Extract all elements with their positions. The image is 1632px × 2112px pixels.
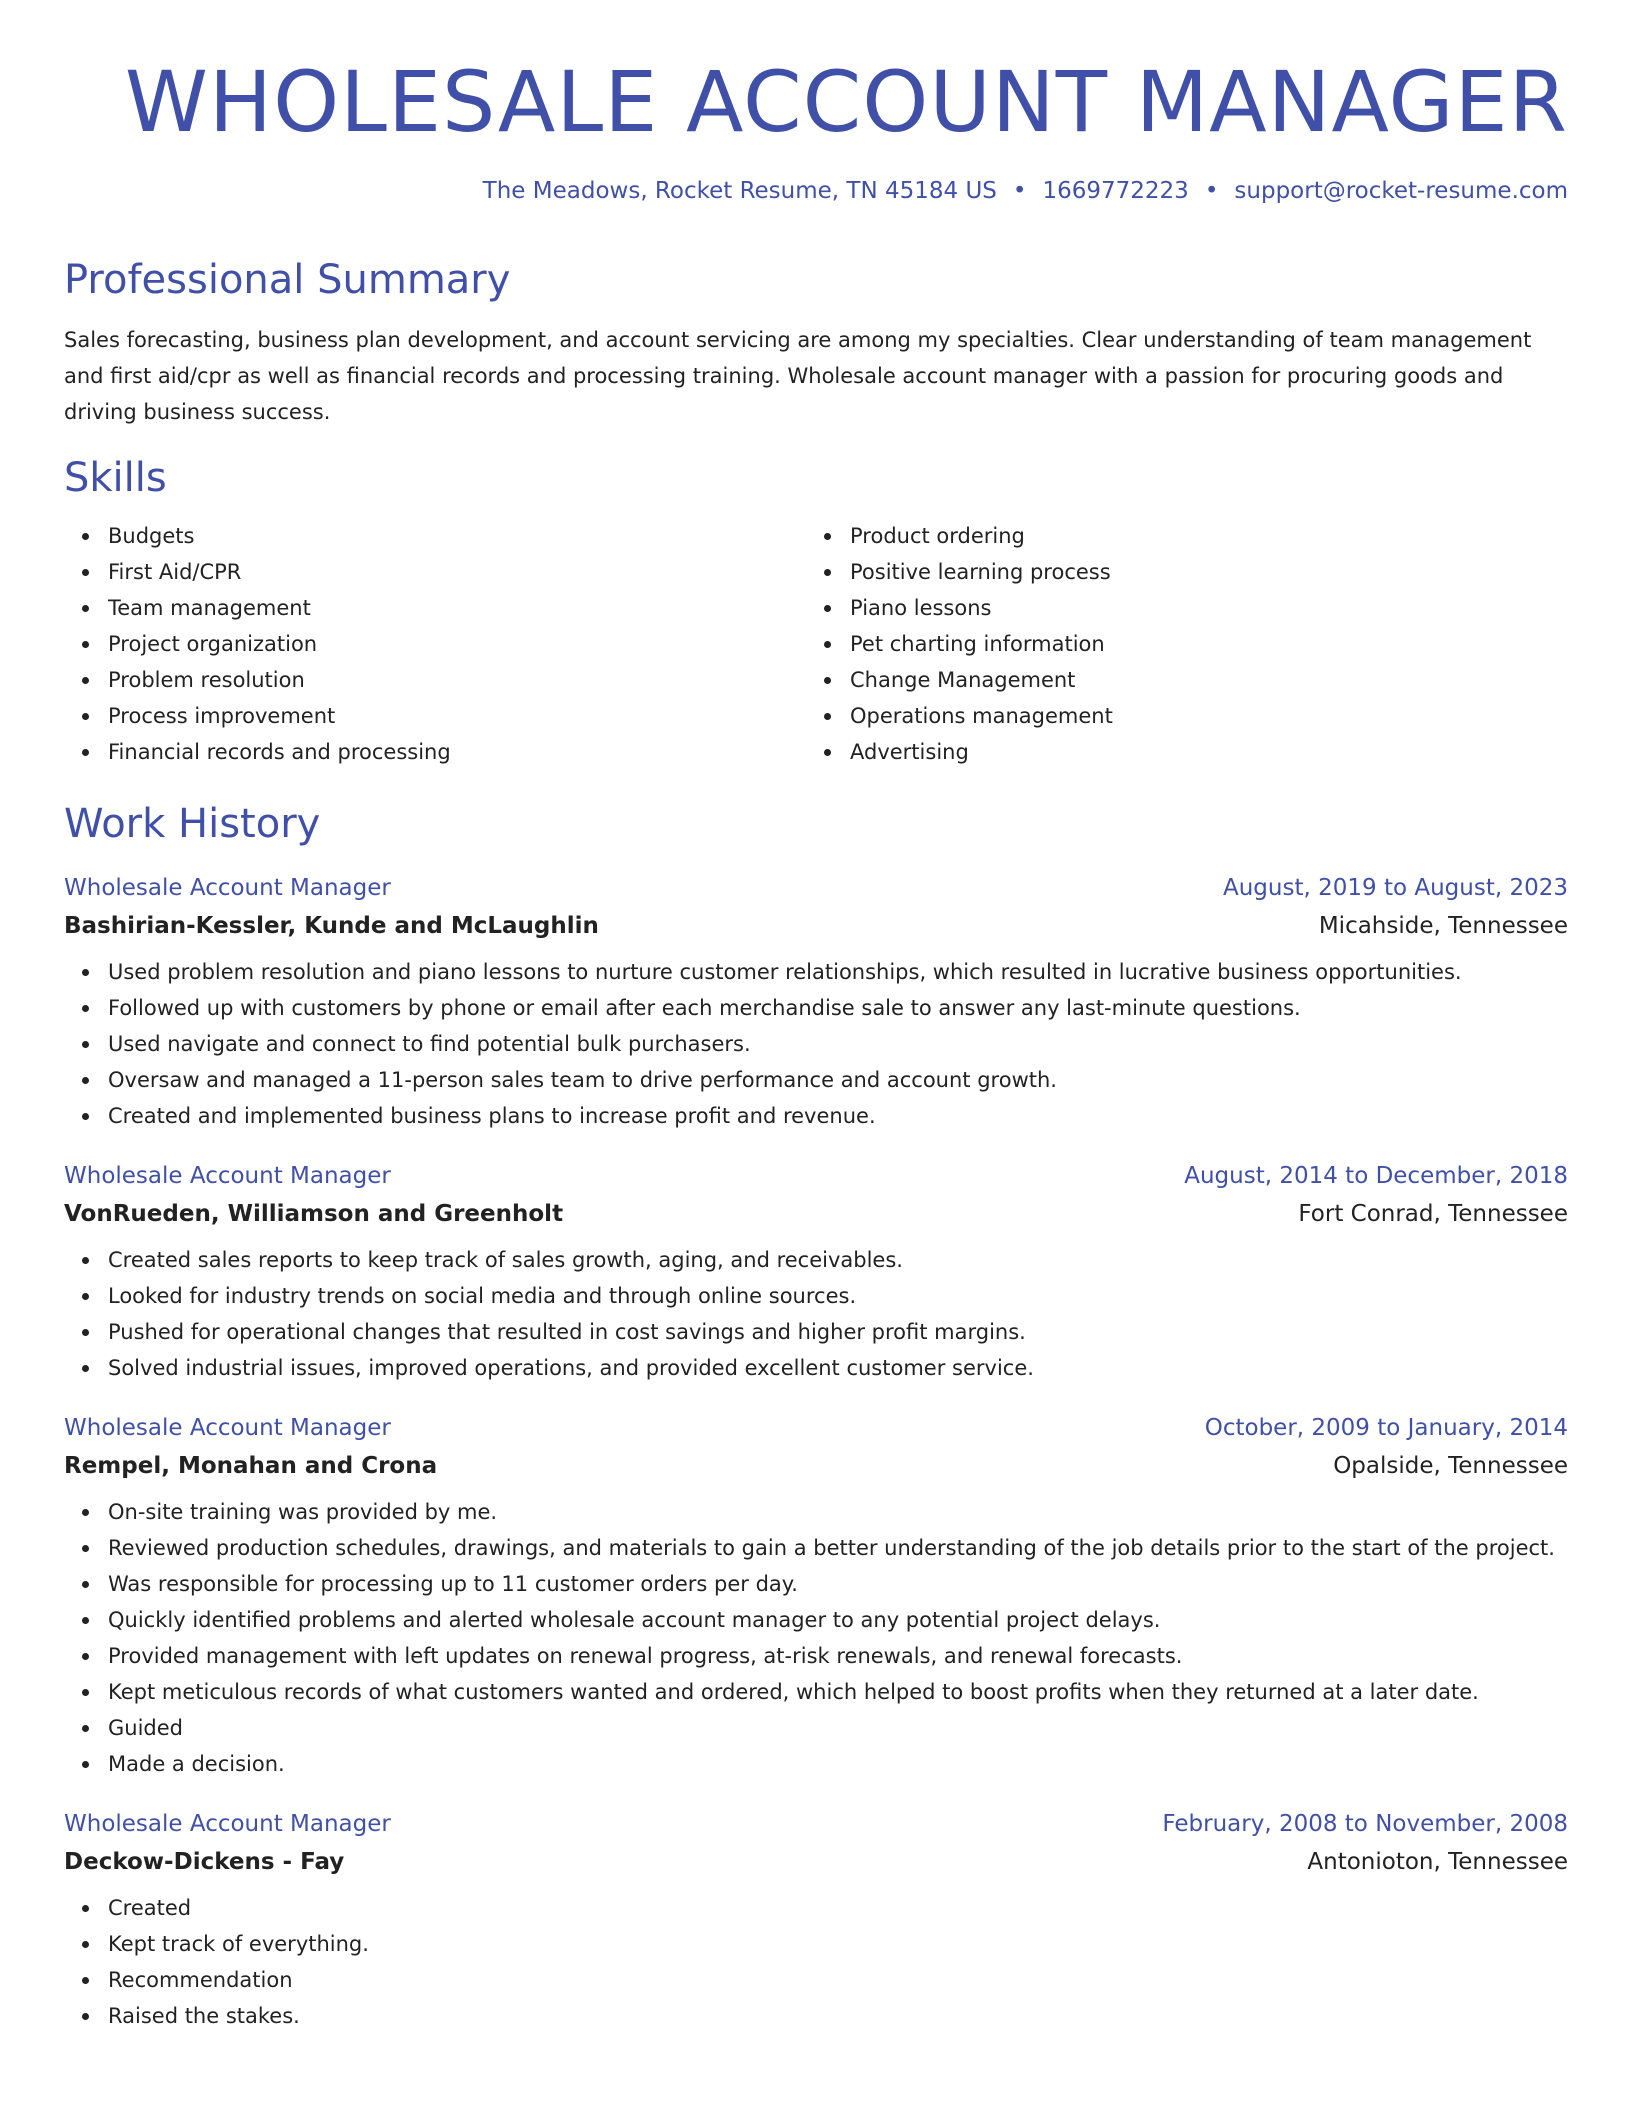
job-bullet: Recommendation bbox=[108, 1962, 1568, 1998]
job-bullet: Oversaw and managed a 11-person sales team to drive performance and account growth. bbox=[108, 1062, 1568, 1098]
job-bullet: Created sales reports to keep track of sales growth, aging, and receivables. bbox=[108, 1242, 1568, 1278]
job-title: Wholesale Account Manager bbox=[64, 1163, 391, 1189]
job-company: Deckow-Dickens - Fay bbox=[64, 1849, 345, 1875]
job-entry bbox=[64, 1158, 1568, 1386]
skills-grid bbox=[64, 518, 1568, 770]
skill-item: Problem resolution bbox=[108, 662, 806, 698]
job-company-row bbox=[64, 1194, 1568, 1234]
job-bullet: Looked for industry trends on social media and through online sources. bbox=[108, 1278, 1568, 1314]
job-bullet: Kept track of everything. bbox=[108, 1926, 1568, 1962]
job-company-row bbox=[64, 1842, 1568, 1882]
job-bullet: Provided management with left updates on renewal progress, at-risk renewals, and renewal forecasts. bbox=[108, 1638, 1568, 1674]
job-title: Wholesale Account Manager bbox=[64, 875, 391, 901]
skill-item: First Aid/CPR bbox=[108, 554, 806, 590]
job-location: Opalside, Tennessee bbox=[1333, 1453, 1568, 1479]
job-title: Wholesale Account Manager bbox=[64, 1811, 391, 1837]
skills-column-right bbox=[806, 518, 1548, 770]
job-bullets bbox=[64, 1890, 1568, 2034]
contact-address: The Meadows, Rocket Resume, TN 45184 US bbox=[482, 178, 997, 204]
job-title-row bbox=[64, 1806, 1568, 1842]
contact-phone: 1669772223 bbox=[1042, 178, 1189, 204]
work-history-section bbox=[64, 800, 1568, 2034]
job-title-row bbox=[64, 1410, 1568, 1446]
skill-item: Pet charting information bbox=[850, 626, 1548, 662]
skill-item: Advertising bbox=[850, 734, 1548, 770]
job-bullet: Was responsible for processing up to 11 customer orders per day. bbox=[108, 1566, 1568, 1602]
job-entry bbox=[64, 1410, 1568, 1782]
job-dates: October, 2009 to January, 2014 bbox=[1204, 1415, 1568, 1441]
job-bullet: Quickly identified problems and alerted wholesale account manager to any potential project delays. bbox=[108, 1602, 1568, 1638]
job-company: VonRueden, Williamson and Greenholt bbox=[64, 1201, 564, 1227]
job-bullet: Guided bbox=[108, 1710, 1568, 1746]
job-company: Rempel, Monahan and Crona bbox=[64, 1453, 438, 1479]
skill-item: Piano lessons bbox=[850, 590, 1548, 626]
job-dates: August, 2019 to August, 2023 bbox=[1223, 875, 1568, 901]
summary-section bbox=[64, 256, 1568, 430]
skills-column-left bbox=[64, 518, 806, 770]
skill-item: Project organization bbox=[108, 626, 806, 662]
summary-text: Sales forecasting, business plan development, and account servicing are among my specialties. Clear understanding of team management and first aid/cpr as well as financial records and processing training. Wholesale account manager with a passion for procuring goods and driving business success. bbox=[64, 328, 1532, 424]
job-bullets bbox=[64, 1242, 1568, 1386]
job-entry bbox=[64, 870, 1568, 1134]
job-bullet: On-site training was provided by me. bbox=[108, 1494, 1568, 1530]
job-bullet: Created and implemented business plans to increase profit and revenue. bbox=[108, 1098, 1568, 1134]
job-location: Fort Conrad, Tennessee bbox=[1298, 1201, 1568, 1227]
skill-item: Product ordering bbox=[850, 518, 1548, 554]
job-dates: August, 2014 to December, 2018 bbox=[1184, 1163, 1568, 1189]
job-location: Micahside, Tennessee bbox=[1318, 913, 1568, 939]
contact-line bbox=[64, 176, 1568, 206]
job-location: Antonioton, Tennessee bbox=[1307, 1849, 1568, 1875]
job-bullet: Used problem resolution and piano lessons to nurture customer relationships, which resulted in lucrative business opportunities. bbox=[108, 954, 1568, 990]
section-title-work-history: Work History bbox=[64, 801, 321, 847]
job-bullets bbox=[64, 1494, 1568, 1782]
job-dates: February, 2008 to November, 2008 bbox=[1162, 1811, 1568, 1837]
section-title-summary: Professional Summary bbox=[64, 257, 511, 303]
job-company-row bbox=[64, 906, 1568, 946]
skill-item: Process improvement bbox=[108, 698, 806, 734]
job-title-row bbox=[64, 1158, 1568, 1194]
section-title-skills: Skills bbox=[64, 455, 167, 501]
job-bullet: Followed up with customers by phone or email after each merchandise sale to answer any last-minute questions. bbox=[108, 990, 1568, 1026]
job-company-row bbox=[64, 1446, 1568, 1486]
job-bullets bbox=[64, 954, 1568, 1134]
job-bullet: Reviewed production schedules, drawings, and materials to gain a better understanding of the job details prior to the start of the project. bbox=[108, 1530, 1568, 1566]
resume-header bbox=[64, 52, 1568, 206]
job-bullet: Created bbox=[108, 1890, 1568, 1926]
skills-section bbox=[64, 454, 1568, 770]
resume-page bbox=[64, 52, 1568, 2034]
skill-item: Operations management bbox=[850, 698, 1548, 734]
skill-item: Financial records and processing bbox=[108, 734, 806, 770]
job-title: Wholesale Account Manager bbox=[64, 1415, 391, 1441]
job-bullet: Raised the stakes. bbox=[108, 1998, 1568, 2034]
job-bullet: Pushed for operational changes that resulted in cost savings and higher profit margins. bbox=[108, 1314, 1568, 1350]
job-title-row bbox=[64, 870, 1568, 906]
skill-item: Team management bbox=[108, 590, 806, 626]
contact-separator: • bbox=[1012, 178, 1027, 204]
skill-item: Positive learning process bbox=[850, 554, 1548, 590]
contact-separator: • bbox=[1204, 178, 1219, 204]
job-bullet: Made a decision. bbox=[108, 1746, 1568, 1782]
job-company: Bashirian-Kessler, Kunde and McLaughlin bbox=[64, 913, 599, 939]
job-entry bbox=[64, 1806, 1568, 2034]
job-bullet: Solved industrial issues, improved operations, and provided excellent customer service. bbox=[108, 1350, 1568, 1386]
skill-item: Budgets bbox=[108, 518, 806, 554]
skill-item: Change Management bbox=[850, 662, 1548, 698]
job-bullet: Kept meticulous records of what customers wanted and ordered, which helped to boost profits when they returned at a later date. bbox=[108, 1674, 1568, 1710]
job-bullet: Used navigate and connect to find potential bulk purchasers. bbox=[108, 1026, 1568, 1062]
resume-name: WHOLESALE ACCOUNT MANAGER bbox=[124, 53, 1568, 151]
contact-email: support@rocket-resume.com bbox=[1234, 178, 1568, 204]
